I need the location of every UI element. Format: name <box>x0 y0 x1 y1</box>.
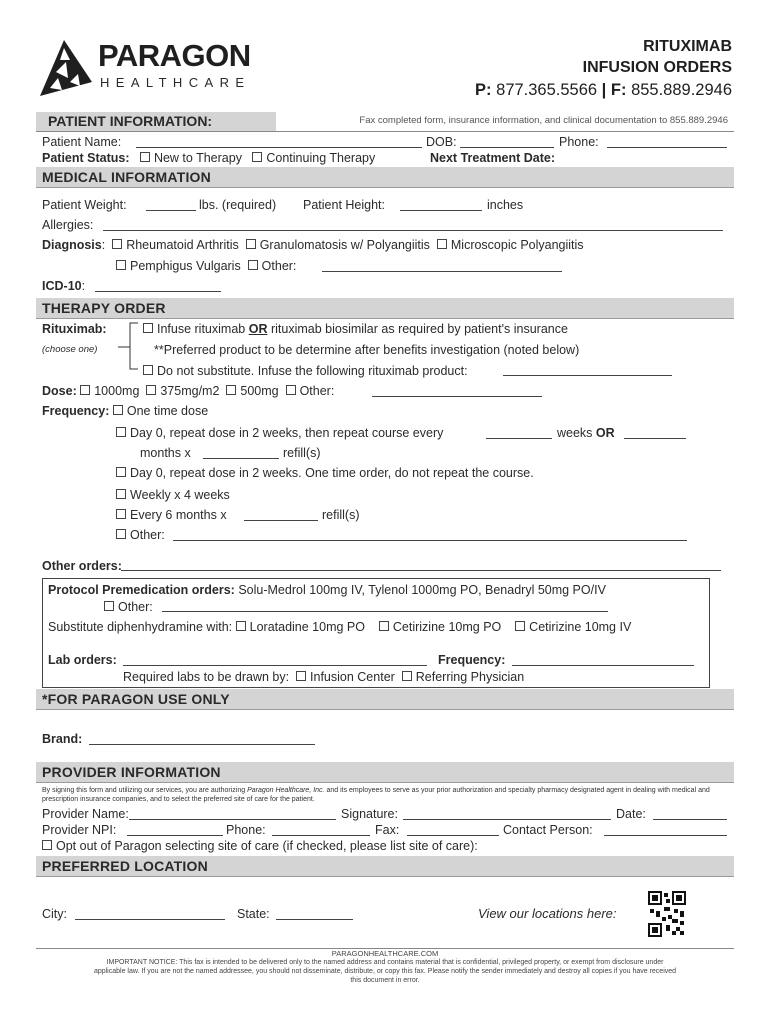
dose-other-field[interactable] <box>372 396 542 397</box>
diagnosis-label: Diagnosis <box>42 238 102 252</box>
contact-separator: | <box>601 81 607 99</box>
freq-refills-label: refill(s) <box>283 446 321 460</box>
provider-npi-field[interactable] <box>127 835 223 836</box>
freq-or-label: OR <box>595 426 615 440</box>
dx-ra-checkbox[interactable] <box>112 239 122 249</box>
logo-sub-text: HEALTHCARE <box>100 75 251 90</box>
dx-other-field[interactable] <box>322 271 562 272</box>
signature-field[interactable] <box>403 819 611 820</box>
patient-status-row <box>42 151 375 165</box>
provider-fax-label: Fax: <box>375 823 400 837</box>
dose-other-label: Other: <box>299 384 335 398</box>
phone-number: 877.365.5566 <box>496 81 598 99</box>
loratadine-label: Loratadine 10mg PO <box>249 620 365 634</box>
freq-once-checkbox[interactable] <box>113 405 123 415</box>
footer-notice-line1: IMPORTANT NOTICE: This fax is intended to be delivered only to the named address and contains material that is confidential, privileged property, or exempt from disclosure under <box>106 959 664 966</box>
city-label: City: <box>42 907 67 921</box>
icd-field[interactable] <box>95 291 221 292</box>
allergies-label: Allergies: <box>42 218 94 232</box>
freq-day0-once-label: Day 0, repeat dose in 2 weeks. One time order, do not repeat the course. <box>130 466 534 480</box>
icd-colon: : <box>81 279 86 293</box>
consent-company: Paragon Healthcare, Inc. <box>247 787 325 794</box>
provider-name-label: Provider Name: <box>42 807 129 821</box>
paragon-use-bar <box>36 689 734 710</box>
date-label: Date: <box>616 807 646 821</box>
freq-other-field[interactable] <box>173 540 687 541</box>
dx-ra-label: Rheumatoid Arthritis <box>126 238 239 252</box>
continuing-therapy-label: Continuing Therapy <box>266 151 376 165</box>
infusion-center-label: Infusion Center <box>310 670 395 684</box>
lab-frequency-field[interactable] <box>512 665 694 666</box>
dx-other-checkbox[interactable] <box>248 260 258 270</box>
footer-notice-line3: this document in error. <box>350 977 420 984</box>
paragon-logo-icon <box>36 38 96 98</box>
rituximab-label: Rituximab: <box>42 322 107 336</box>
freq-6months-refills-label: refill(s) <box>322 508 360 522</box>
patient-phone-field[interactable] <box>607 147 727 148</box>
icd-label: ICD-10 <box>42 279 82 293</box>
new-therapy-label: New to Therapy <box>153 151 242 165</box>
substitute-label: Substitute diphenhydramine with: <box>48 620 233 634</box>
provider-fax-field[interactable] <box>407 835 499 836</box>
consent-text-3: agent in dealing with medical and prescription insurance companies, and to select the preferred site of care for the patient. <box>42 787 710 803</box>
signature-label: Signature: <box>341 807 398 821</box>
patient-info-bar <box>36 112 734 132</box>
height-field[interactable] <box>400 210 482 211</box>
dose-1000-checkbox[interactable] <box>80 385 90 395</box>
premed-other-field[interactable] <box>162 611 608 612</box>
dx-mpa-checkbox[interactable] <box>437 239 447 249</box>
medical-info-bar <box>36 167 734 188</box>
product-field[interactable] <box>503 375 672 376</box>
premed-other-label: Other: <box>118 600 153 614</box>
new-therapy-checkbox[interactable] <box>140 152 150 162</box>
opt1-text-b: rituximab biosimilar as required by patient's insurance <box>270 322 568 336</box>
diagnosis-colon: : <box>101 238 106 252</box>
referring-physician-label: Referring Physician <box>415 670 525 684</box>
provider-phone-field[interactable] <box>272 835 370 836</box>
allergies-field[interactable] <box>103 230 723 231</box>
labs-drawn-label: Required labs to be drawn by: <box>123 670 290 684</box>
loratadine-checkbox[interactable] <box>236 621 246 631</box>
height-label: Patient Height: <box>303 198 385 212</box>
patient-name-row <box>42 135 121 149</box>
dx-gpa-checkbox[interactable] <box>246 239 256 249</box>
therapy-order-heading: THERAPY ORDER <box>42 300 166 316</box>
other-orders-label: Other orders: <box>42 559 122 573</box>
preferred-location-bar <box>36 856 734 877</box>
freq-other-checkbox[interactable] <box>116 529 126 539</box>
premed-text: Solu-Medrol 100mg IV, Tylenol 1000mg PO, Benadryl 50mg PO/IV <box>238 583 606 597</box>
freq-6months-checkbox[interactable] <box>116 509 126 519</box>
preferred-location-heading: PREFERRED LOCATION <box>42 858 208 874</box>
paragon-use-heading: *FOR PARAGON USE ONLY <box>42 691 230 707</box>
dose-500-label: 500mg <box>240 384 279 398</box>
dob-label: DOB: <box>426 135 457 149</box>
view-locations-label: View our locations here: <box>478 906 617 921</box>
months-field[interactable] <box>203 458 279 459</box>
provider-name-field[interactable] <box>129 819 336 820</box>
other-orders-field[interactable] <box>121 570 721 571</box>
medical-info-heading: MEDICAL INFORMATION <box>42 169 211 185</box>
freq-other-label: Other: <box>130 528 165 542</box>
weight-field[interactable] <box>146 210 196 211</box>
cetirizine-iv-label: Cetirizine 10mg IV <box>529 620 632 634</box>
opt1-or: OR <box>248 322 268 336</box>
freq-once-label: One time dose <box>126 404 209 418</box>
dose-other-checkbox[interactable] <box>286 385 296 395</box>
dose-1000-label: 1000mg <box>94 384 140 398</box>
choose-one-note: (choose one) <box>42 344 98 355</box>
height-unit: inches <box>487 198 524 212</box>
dose-375-checkbox[interactable] <box>146 385 156 395</box>
dob-field[interactable] <box>460 147 554 148</box>
footer-notice <box>36 958 734 985</box>
cetirizine-po-label: Cetirizine 10mg PO <box>392 620 502 634</box>
fax-instructions: Fax completed form, insurance information, and clinical documentation to 855.889.2946 <box>359 115 728 126</box>
footer-url[interactable]: PARAGONHEALTHCARE.COM <box>331 949 439 958</box>
dose-500-checkbox[interactable] <box>226 385 236 395</box>
dx-other-label: Other: <box>261 259 297 273</box>
patient-phone-label: Phone: <box>559 135 599 149</box>
patient-status-label: Patient Status: <box>42 151 130 165</box>
consent-text-2: and its employees to serve as your prior authorization and specialty pharmacy designated <box>326 787 605 794</box>
next-treatment-label: Next Treatment Date: <box>430 151 556 165</box>
provider-npi-label: Provider NPI: <box>42 823 117 837</box>
dx-pv-label: Pemphigus Vulgaris <box>130 259 241 273</box>
dx-gpa-label: Granulomatosis w/ Polyangiitis <box>259 238 430 252</box>
date-field[interactable] <box>653 819 727 820</box>
frequency-label: Frequency: <box>42 404 110 418</box>
city-field[interactable] <box>75 919 225 920</box>
dx-mpa-label: Microscopic Polyangiitis <box>450 238 584 252</box>
referring-physician-checkbox[interactable] <box>402 671 412 681</box>
cetirizine-po-checkbox[interactable] <box>379 621 389 631</box>
six-month-refills-field[interactable] <box>244 520 318 521</box>
dose-label: Dose: <box>42 384 77 398</box>
freq-day0-repeat-checkbox[interactable] <box>116 427 126 437</box>
choose-one-bracket <box>112 321 142 373</box>
fax-number: 855.889.2946 <box>631 81 732 99</box>
weight-unit: lbs. (required) <box>199 198 277 212</box>
opt2-text: Do not substitute. Infuse the following rituximab product: <box>157 364 468 378</box>
provider-info-bar <box>36 762 734 783</box>
logo-main-text: PARAGON <box>98 38 251 73</box>
lab-frequency-label: Frequency: <box>438 653 506 667</box>
freq-day0-repeat-label: Day 0, repeat dose in 2 weeks, then repeat course every <box>130 426 444 440</box>
continuing-therapy-checkbox[interactable] <box>252 152 262 162</box>
repeat-weeks-field[interactable] <box>486 438 552 439</box>
brand-field[interactable] <box>89 744 315 745</box>
state-label: State: <box>237 907 270 921</box>
provider-consent <box>42 786 732 804</box>
premed-other-checkbox[interactable] <box>104 601 114 611</box>
lab-orders-field[interactable] <box>123 665 427 666</box>
do-not-substitute-checkbox[interactable] <box>143 365 153 375</box>
phone-label: P: <box>475 81 492 99</box>
qr-code-icon[interactable] <box>648 891 686 937</box>
opt1-note: **Preferred product to be determine after benefits investigation (noted below) <box>154 343 580 357</box>
freq-6months-label: Every 6 months x <box>130 508 227 522</box>
patient-name-field[interactable] <box>136 147 422 148</box>
lab-orders-label: Lab orders: <box>48 653 117 667</box>
weight-label: Patient Weight: <box>42 198 127 212</box>
dose-375-label: 375mg/m2 <box>160 384 220 398</box>
patient-name-label: Patient Name: <box>42 135 122 149</box>
form-title-line1: RITUXIMAB <box>643 38 732 55</box>
cetirizine-iv-checkbox[interactable] <box>515 621 525 631</box>
consent-text-1: By signing this form and utilizing our services, you are authorizing <box>42 787 246 794</box>
brand-label: Brand: <box>42 732 83 746</box>
fax-label: F: <box>610 81 627 99</box>
logo <box>36 38 266 100</box>
repeat-or-field[interactable] <box>624 438 686 439</box>
contact-person-label: Contact Person: <box>503 823 593 837</box>
infuse-rituximab-checkbox[interactable] <box>143 323 153 333</box>
contact-person-field[interactable] <box>604 835 727 836</box>
freq-weekly-label: Weekly x 4 weeks <box>130 488 230 502</box>
freq-day0-once-checkbox[interactable] <box>116 467 126 477</box>
patient-info-heading: PATIENT INFORMATION: <box>48 113 213 129</box>
opt1-text-a: Infuse rituximab <box>157 322 246 336</box>
footer-notice-line2: applicable law. If you are not the named addressee, you should not disseminate, distribute, or copy this fax. Please notify the sender immediately and destroy all copies if you have received <box>93 968 677 975</box>
freq-weeks-label: weeks <box>557 426 593 440</box>
infusion-center-checkbox[interactable] <box>296 671 306 681</box>
contact-line <box>475 81 732 100</box>
state-field[interactable] <box>276 919 353 920</box>
provider-phone-label: Phone: <box>226 823 266 837</box>
freq-months-x-label: months x <box>140 446 191 460</box>
freq-weekly-checkbox[interactable] <box>116 489 126 499</box>
form-title-line2: INFUSION ORDERS <box>582 59 732 76</box>
premed-label: Protocol Premedication orders: <box>48 583 235 597</box>
opt-out-label: Opt out of Paragon selecting site of care (if checked, please list site of care): <box>56 839 478 853</box>
dx-pv-checkbox[interactable] <box>116 260 126 270</box>
provider-info-heading: PROVIDER INFORMATION <box>42 764 221 780</box>
therapy-order-bar <box>36 298 734 319</box>
opt-out-checkbox[interactable] <box>42 840 52 850</box>
